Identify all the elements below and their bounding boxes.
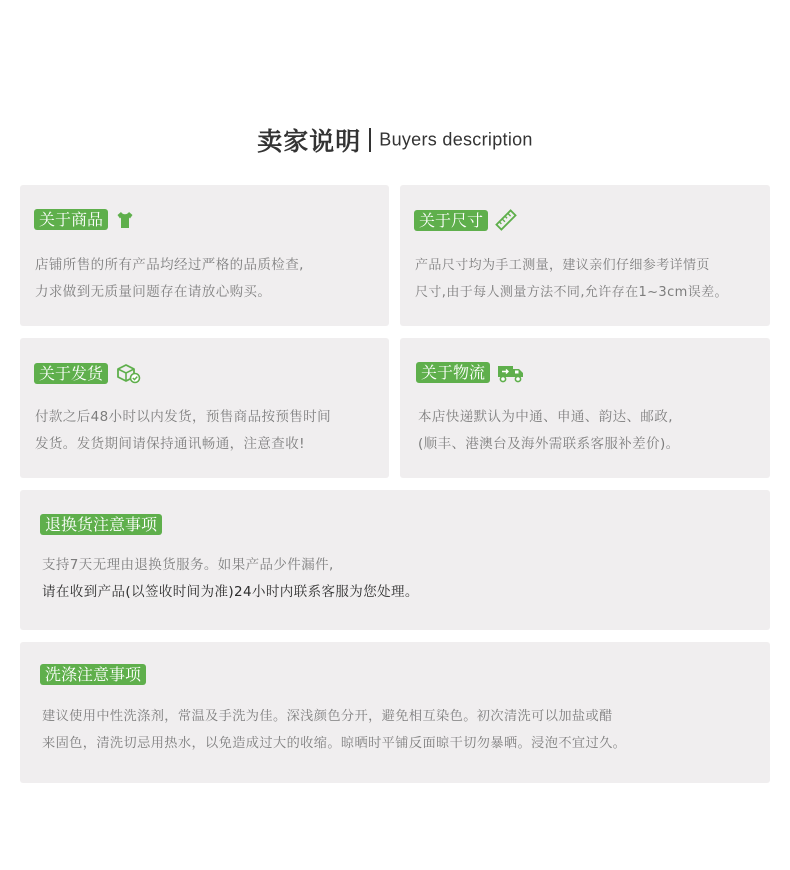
card-washing xyxy=(20,642,770,783)
truck-icon xyxy=(497,363,525,383)
card-product-heading xyxy=(34,209,135,230)
card-shipping-badge: 关于发货 xyxy=(34,363,108,384)
card-logistics-text xyxy=(418,404,680,458)
text-line: 力求做到无质量问题存在请放心购买。 xyxy=(35,284,272,300)
card-shipping xyxy=(20,338,389,478)
card-size xyxy=(400,185,770,326)
text-line-emphasis: 请在收到产品(以签收时间为准)24小时内联系客服为您处理。 xyxy=(42,584,419,600)
text-line: 来固色，清洗切忌用热水，以免造成过大的收缩。晾晒时平铺反面晾干切勿暴晒。浸泡不宜过久。 xyxy=(42,736,627,751)
card-logistics-heading xyxy=(416,362,525,383)
text-line: 店铺所售的所有产品均经过严格的品质检查, xyxy=(35,257,304,273)
card-washing-badge: 洗涤注意事项 xyxy=(40,664,146,685)
page-title: 卖家说明 xyxy=(257,127,362,156)
ruler-icon xyxy=(495,209,517,231)
text-line: 本店快递默认为中通、申通、韵达、邮政, xyxy=(418,409,673,425)
card-washing-text xyxy=(42,703,626,757)
card-product-text xyxy=(35,252,304,306)
tshirt-icon xyxy=(115,210,135,230)
page-subtitle: Buyers description xyxy=(379,129,533,150)
card-logistics-badge: 关于物流 xyxy=(416,362,490,383)
text-line: 产品尺寸均为手工测量，建议亲们仔细参考详情页 xyxy=(415,258,710,273)
title-divider xyxy=(369,128,371,152)
text-line: 发货。发货期间请保持通讯畅通，注意查收! xyxy=(35,436,305,452)
card-shipping-text xyxy=(35,404,331,458)
card-logistics xyxy=(400,338,770,478)
text-line: 付款之后48小时以内发货，预售商品按预售时间 xyxy=(35,409,331,425)
card-size-heading xyxy=(414,209,517,231)
card-returns-text xyxy=(42,552,419,606)
card-product-badge: 关于商品 xyxy=(34,209,108,230)
card-size-text xyxy=(415,252,728,306)
card-product xyxy=(20,185,389,326)
card-washing-heading xyxy=(40,664,146,685)
card-returns-badge: 退换货注意事项 xyxy=(40,514,162,535)
card-shipping-heading xyxy=(34,362,141,384)
card-returns-heading xyxy=(40,514,162,535)
text-line: 支持7天无理由退换货服务。如果产品少件漏件, xyxy=(42,557,334,573)
section-header xyxy=(0,122,790,158)
card-returns xyxy=(20,490,770,630)
text-line: 尺寸,由于每人测量方法不同,允许存在1~3cm误差。 xyxy=(415,285,728,300)
text-line: (顺丰、港澳台及海外需联系客服补差价)。 xyxy=(418,436,680,452)
text-line: 建议使用中性洗涤剂，常温及手洗为佳。深浅颜色分开，避免相互染色。初次清洗可以加盐或醋 xyxy=(42,709,613,724)
card-size-badge: 关于尺寸 xyxy=(414,210,488,231)
package-icon xyxy=(115,362,141,384)
